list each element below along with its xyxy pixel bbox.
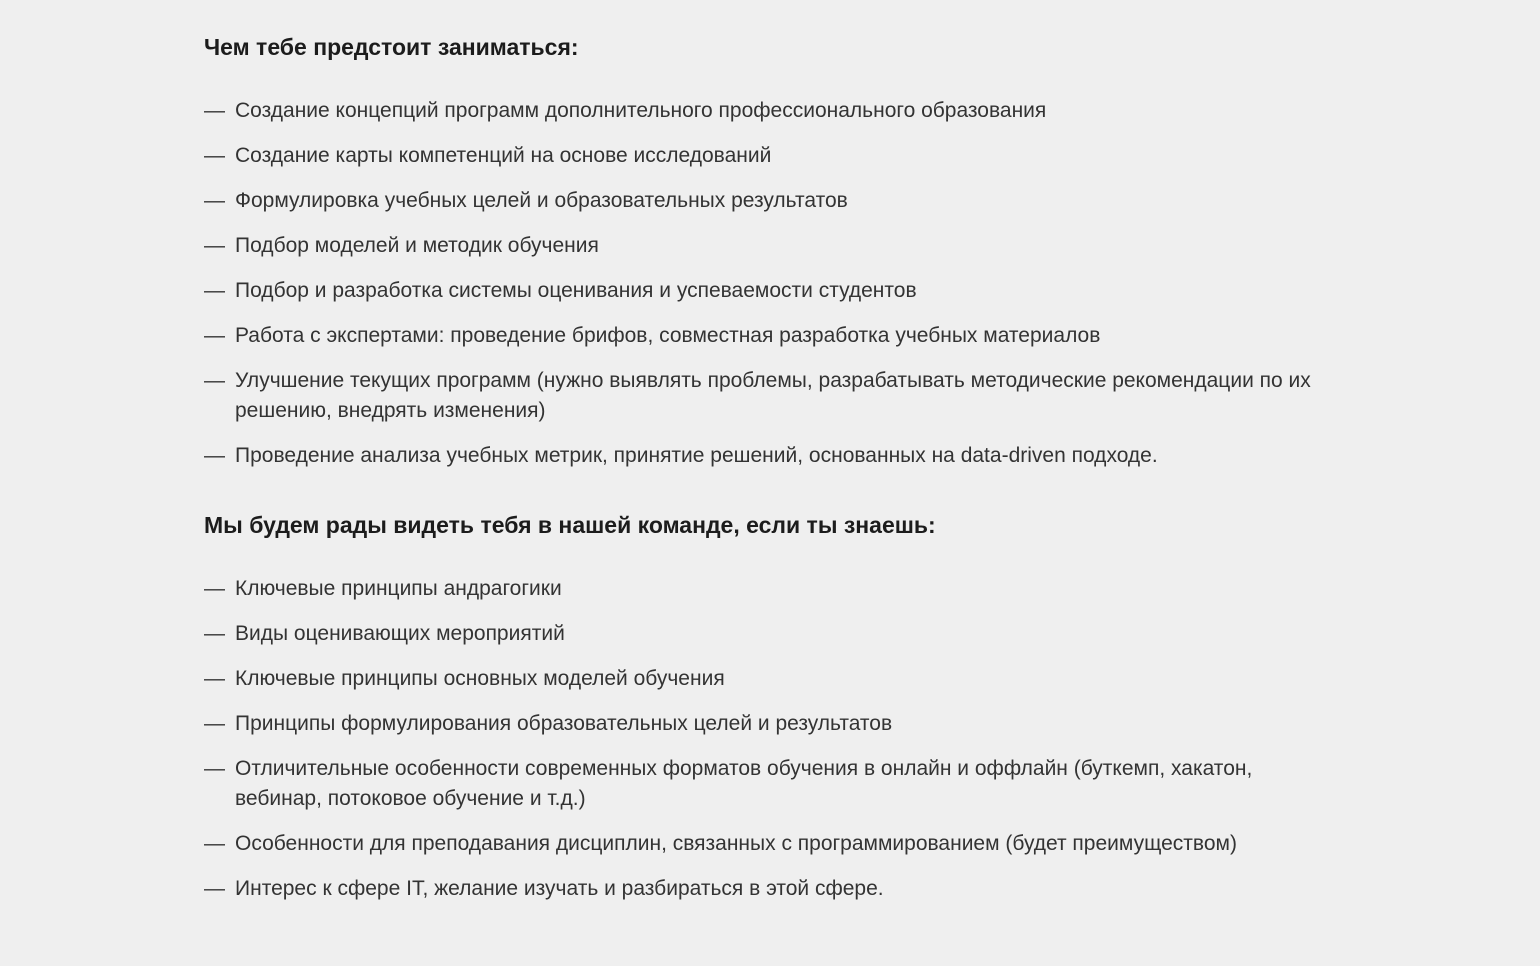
dash-marker: — xyxy=(204,622,225,645)
list-item-text: Отличительные особенности современных форматов обучения в онлайн и оффлайн (буткемп, хакатон, вебинар, потоковое обучение и т.д.) xyxy=(235,757,1253,810)
dash-marker: — xyxy=(204,577,225,600)
list-item xyxy=(204,829,1320,859)
dash-marker: — xyxy=(204,877,225,900)
dash-marker: — xyxy=(204,444,225,467)
dash-marker: — xyxy=(204,832,225,855)
list-item xyxy=(204,141,1320,171)
list-item xyxy=(204,574,1320,604)
list-item xyxy=(204,441,1320,471)
section-responsibilities xyxy=(204,33,1540,471)
list-item xyxy=(204,321,1320,351)
list-item-text: Особенности для преподавания дисциплин, связанных с программированием (будет преимуществом) xyxy=(235,832,1237,855)
dash-marker: — xyxy=(204,712,225,735)
list-item-text: Ключевые принципы андрагогики xyxy=(235,577,562,600)
list-item xyxy=(204,664,1320,694)
requirements-list xyxy=(204,574,1320,904)
list-item xyxy=(204,874,1320,904)
list-item xyxy=(204,276,1320,306)
dash-marker: — xyxy=(204,189,225,212)
list-item xyxy=(204,709,1320,739)
requirements-heading: Мы будем рады видеть тебя в нашей команде, если ты знаешь: xyxy=(204,512,936,538)
list-item-text: Создание концепций программ дополнительного профессионального образования xyxy=(235,99,1047,122)
list-item xyxy=(204,754,1320,814)
list-item xyxy=(204,619,1320,649)
list-item xyxy=(204,231,1320,261)
dash-marker: — xyxy=(204,144,225,167)
list-item xyxy=(204,96,1320,126)
list-item xyxy=(204,186,1320,216)
dash-marker: — xyxy=(204,667,225,690)
list-item-text: Ключевые принципы основных моделей обучения xyxy=(235,667,725,690)
list-item-text: Улучшение текущих программ (нужно выявлять проблемы, разрабатывать методические рекомендации по их решению, внедрять изменения) xyxy=(235,369,1311,422)
list-item-text: Подбор моделей и методик обучения xyxy=(235,234,599,257)
list-item xyxy=(204,366,1320,426)
list-item-text: Принципы формулирования образовательных целей и результатов xyxy=(235,712,893,735)
dash-marker: — xyxy=(204,324,225,347)
list-item-text: Интерес к сфере IT, желание изучать и разбираться в этой сфере. xyxy=(235,877,884,900)
dash-marker: — xyxy=(204,234,225,257)
dash-marker: — xyxy=(204,757,225,780)
list-item-text: Работа с экспертами: проведение брифов, совместная разработка учебных материалов xyxy=(235,324,1101,347)
list-item-text: Формулировка учебных целей и образовательных результатов xyxy=(235,189,848,212)
list-item-text: Создание карты компетенций на основе исследований xyxy=(235,144,772,167)
section-requirements xyxy=(204,511,1540,904)
list-item-text: Проведение анализа учебных метрик, принятие решений, основанных на data-driven подходе. xyxy=(235,444,1158,467)
list-item-text: Виды оценивающих мероприятий xyxy=(235,622,565,645)
responsibilities-heading: Чем тебе предстоит заниматься: xyxy=(204,34,579,60)
responsibilities-list xyxy=(204,96,1320,471)
dash-marker: — xyxy=(204,99,225,122)
dash-marker: — xyxy=(204,369,225,392)
list-item-text: Подбор и разработка системы оценивания и успеваемости студентов xyxy=(235,279,917,302)
dash-marker: — xyxy=(204,279,225,302)
